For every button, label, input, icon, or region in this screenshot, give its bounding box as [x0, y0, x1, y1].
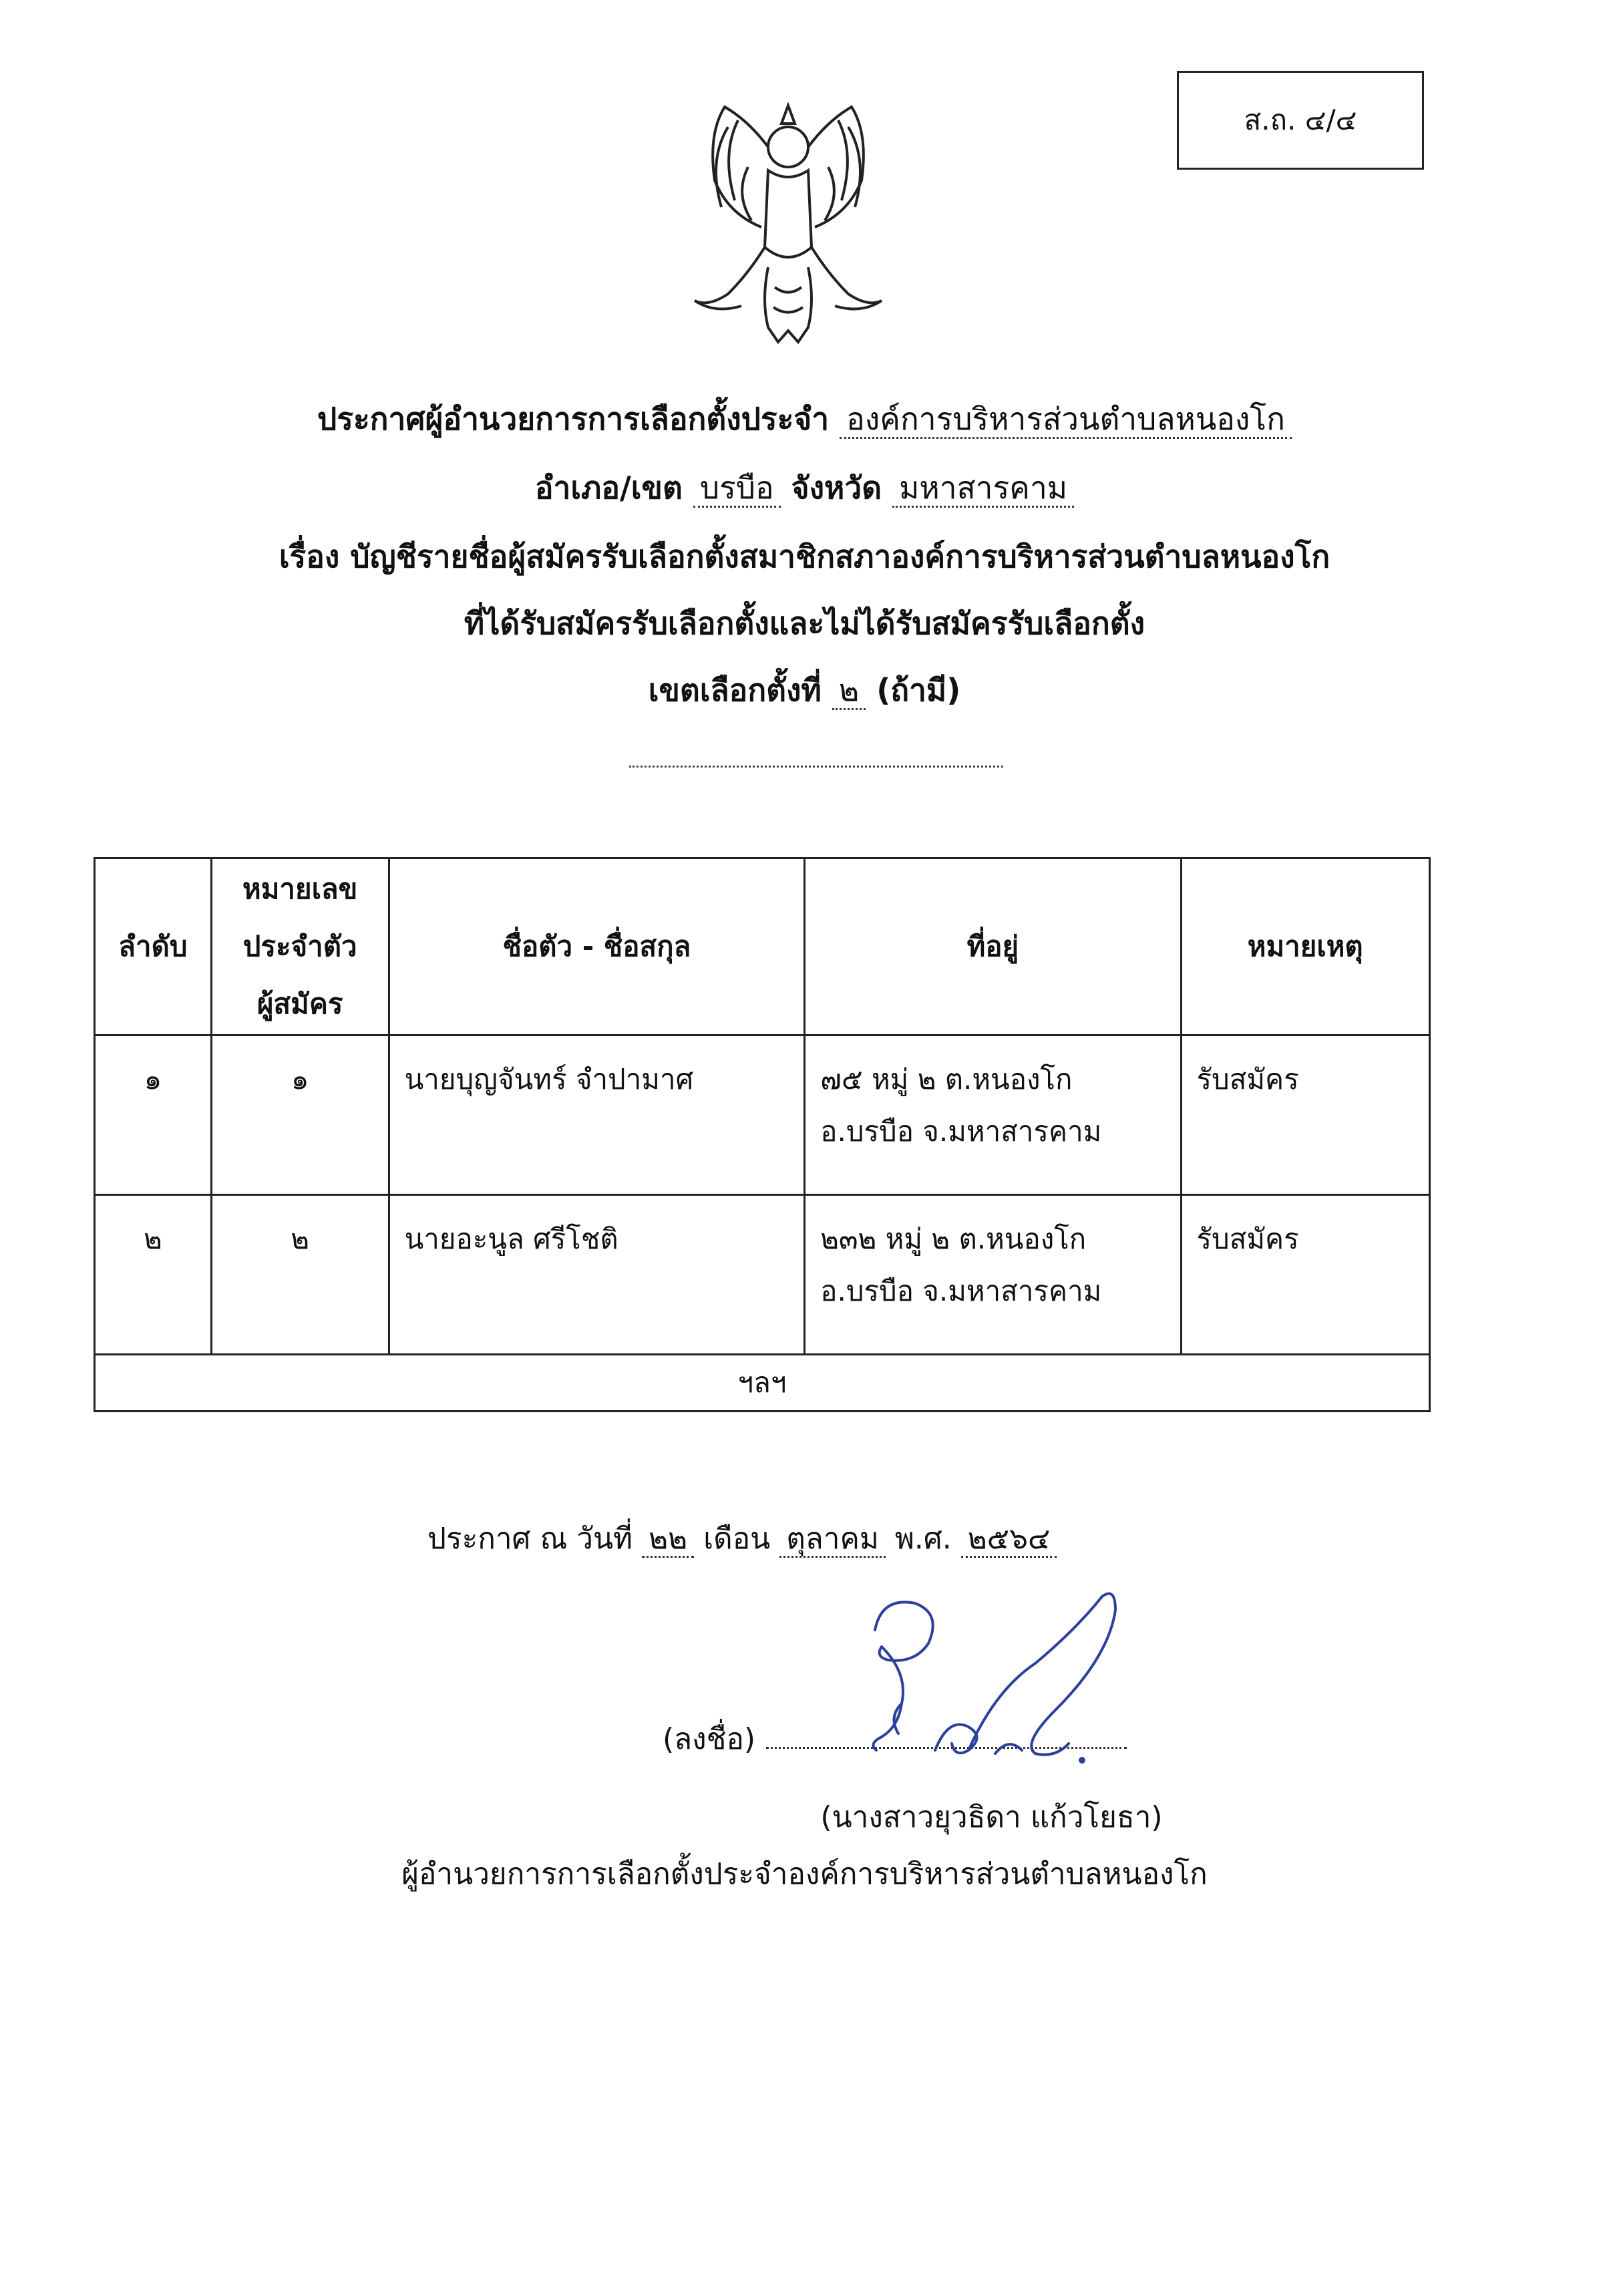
constituency-number: ๒: [832, 672, 866, 710]
header-number-line-3: ผู้สมัคร: [256, 987, 343, 1020]
announcement-date: [427, 1515, 1057, 1562]
date-prefix: ประกาศ ณ วันที่: [427, 1522, 633, 1556]
handwritten-signature: [835, 1583, 1155, 1770]
cell-number: ๒: [211, 1195, 389, 1355]
candidate-table: [94, 857, 1431, 1412]
cell-name: นายอะนูล ศรีโชติ: [389, 1195, 805, 1355]
heading-line-5: [0, 670, 1609, 710]
dotted-divider: [629, 766, 1003, 768]
table-footnote-row: [95, 1355, 1430, 1412]
heading-line-1: [0, 399, 1609, 439]
date-month: ตุลาคม: [779, 1522, 886, 1558]
address-line-1: ๒๓๒ หมู่ ๒ ต.หนองโก: [820, 1222, 1087, 1255]
header-name: ชื่อตัว - ชื่อสกุล: [389, 858, 805, 1035]
heading-prefix: ประกาศผู้อำนวยการการเลือกตั้งประจำ: [317, 401, 830, 437]
cell-remark: รับสมัคร: [1181, 1035, 1430, 1195]
district-label: อำเภอ/เขต: [534, 470, 683, 506]
cell-name: นายบุญจันทร์ จำปามาศ: [389, 1035, 805, 1195]
district-value: บรบือ: [693, 470, 781, 508]
heading-line-4: ที่ได้รับสมัครรับเลือกตั้งและไม่ได้รับสมัครรับเลือกตั้ง: [464, 605, 1145, 641]
garuda-emblem-icon: [668, 94, 908, 351]
heading-line-2: [0, 468, 1609, 508]
signature-label: (ลงชื่อ): [663, 1722, 756, 1756]
cell-number: ๑: [211, 1035, 389, 1195]
heading-line-3: เรื่อง บัญชีรายชื่อผู้สมัครรับเลือกตั้งสมาชิกสภาองค์การบริหารส่วนตำบลหนองโก: [279, 538, 1330, 575]
address-line-2: อ.บรบือ จ.มหาสารคาม: [820, 1275, 1102, 1307]
cell-remark: รับสมัคร: [1181, 1195, 1430, 1355]
header-number-line-1: หมายเลข: [242, 872, 358, 905]
date-year: ๒๕๖๔: [961, 1522, 1057, 1558]
province-value: มหาสารคาม: [892, 470, 1074, 508]
table-row: [95, 1195, 1430, 1355]
header-address: ที่อยู่: [805, 858, 1181, 1035]
date-year-label: พ.ศ.: [894, 1522, 952, 1556]
date-day: ๒๒: [642, 1522, 694, 1558]
header-remark: หมายเหตุ: [1181, 858, 1430, 1035]
date-month-label: เดือน: [703, 1522, 771, 1556]
address-line-2: อ.บรบือ จ.มหาสารคาม: [820, 1115, 1102, 1148]
form-code: ส.ถ. ๔/๔: [1244, 104, 1357, 136]
constituency-suffix: (ถ้ามี): [876, 672, 961, 708]
cell-address: [805, 1195, 1181, 1355]
form-code-box: [1177, 71, 1424, 170]
province-label: จังหวัด: [791, 470, 882, 506]
cell-order: ๒: [95, 1195, 212, 1355]
signer-title: ผู้อำนวยการการเลือกตั้งประจำองค์การบริหารส่วนตำบลหนองโก: [401, 1857, 1208, 1891]
table-header-row: [95, 858, 1430, 1035]
table-footnote: ฯลฯ: [95, 1355, 1430, 1412]
table-row: [95, 1035, 1430, 1195]
signer-name: (นางสาวยุวธิดา แก้วโยธา): [820, 1800, 1163, 1834]
organization-name: องค์การบริหารส่วนตำบลหนองโก: [840, 401, 1292, 439]
header-number-line-2: ประจำตัว: [242, 930, 357, 963]
address-line-1: ๗๕ หมู่ ๒ ต.หนองโก: [820, 1063, 1073, 1096]
header-number: [211, 858, 389, 1035]
cell-order: ๑: [95, 1035, 212, 1195]
constituency-label: เขตเลือกตั้งที่: [648, 672, 822, 708]
header-order: ลำดับ: [95, 858, 212, 1035]
signer-name-line: [0, 1794, 1609, 1840]
cell-address: [805, 1035, 1181, 1195]
